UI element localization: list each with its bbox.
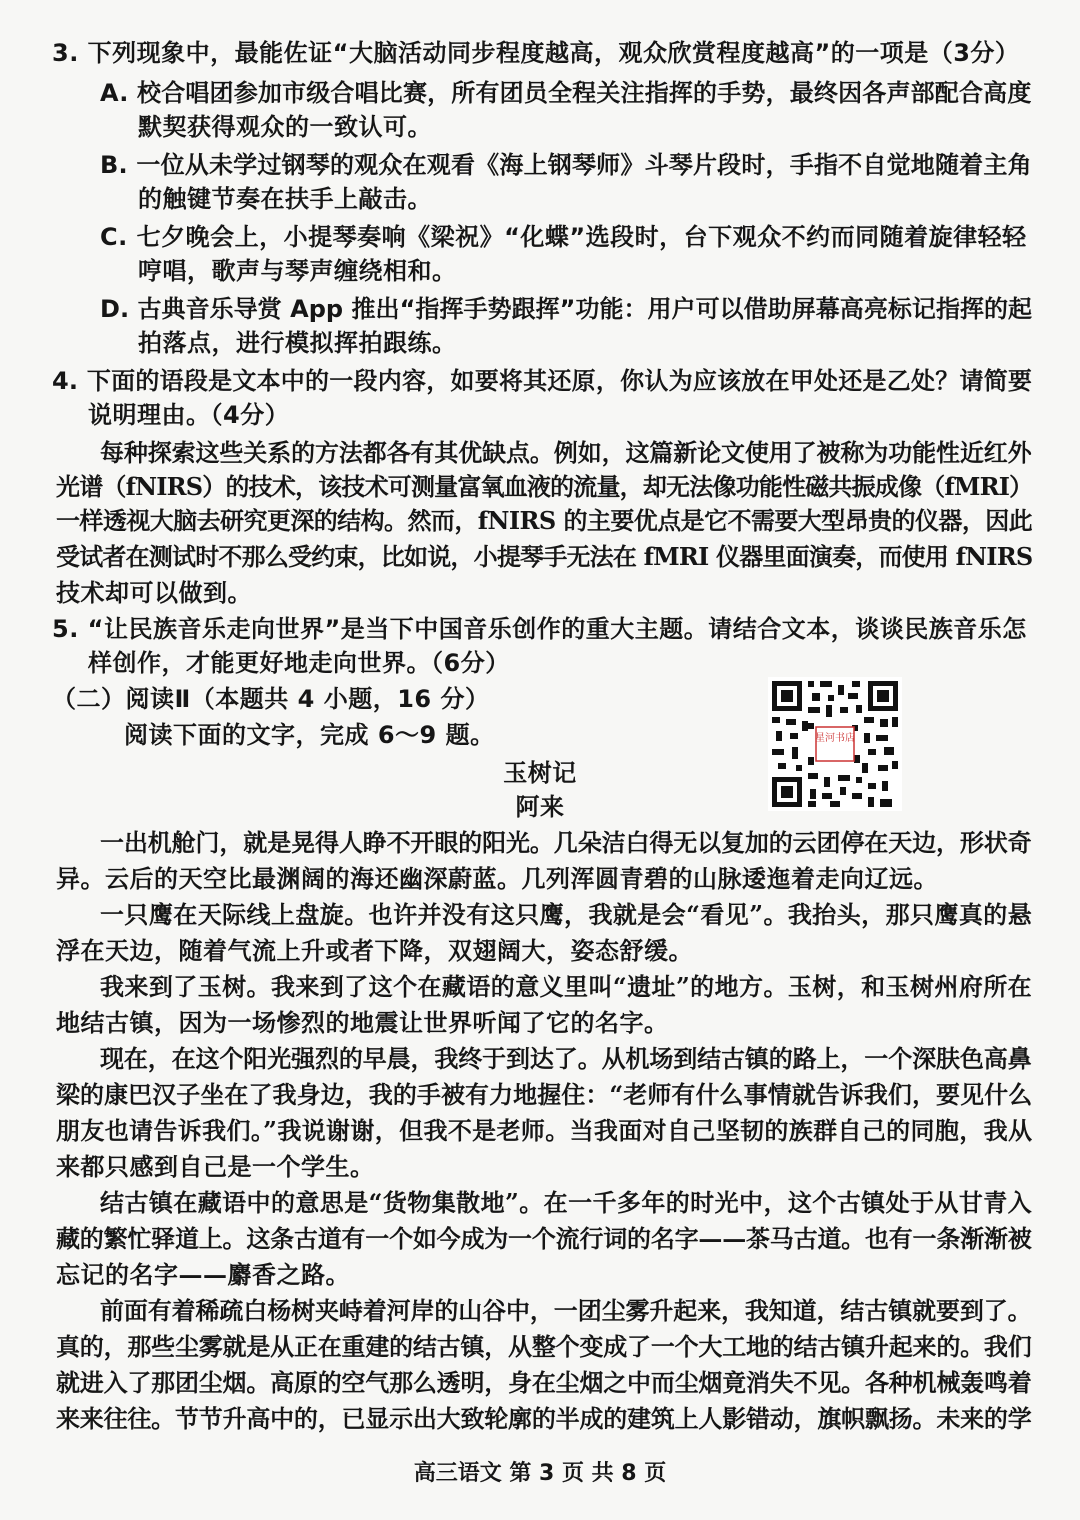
story-line: 就进入了那团尘烟。高原的空气那么透明，身在尘烟之中而尘烟竟消失不见。各种机械轰鸣着 — [56, 1368, 1032, 1397]
story-line: 来来往往。节节升高中的，已显示出大致轮廓的半成的建筑上人影错动，旗帜飘扬。未来的学 — [56, 1404, 1032, 1433]
q4-passage-line: 每种探索这些关系的方法都各有其优缺点。例如，这篇新论文使用了被称为功能性近红外 — [100, 438, 1032, 467]
q3-option-a-line2: 默契获得观众的一致认可。 — [138, 113, 432, 141]
q4-stem-line1: 4. 下面的语段是文本中的一段内容，如要将其还原，你认为应该放在甲处还是乙处？请简要 — [52, 367, 1033, 395]
story-line: 我来到了玉树。我来到了这个在藏语的意义里叫“遗址”的地方。玉树，和玉树州府所在 — [100, 972, 1033, 1001]
story-line: 真的，那些尘雾就是从正在重建的结古镇，从整个变成了一个大工地的结古镇升起来的。我们 — [56, 1332, 1032, 1361]
story-line: 结古镇在藏语中的意思是“货物集散地”。在一千多年的时光中，这个古镇处于从甘青入 — [100, 1188, 1033, 1217]
story-line: 前面有着稀疏白杨树夹峙着河岸的山谷中，一团尘雾升起来，我知道，结古镇就要到了。 — [100, 1296, 1032, 1325]
story-line: 地结古镇，因为一场惨烈的地震让世界听闻了它的名字。 — [56, 1008, 669, 1037]
q4-passage-line: 一样透视大脑去研究更深的结构。然而，fNIRS 的主要优点是它不需要大型昂贵的仪器，因此 — [56, 506, 1033, 535]
qr-center-label: 星河书店 — [815, 733, 855, 744]
story-line: 藏的繁忙驿道上。这条古道有一个如今成为一个流行词的名字——茶马古道。也有一条渐渐被 — [56, 1224, 1032, 1253]
q3-option-b-line1: B. 一位从未学过钢琴的观众在观看《海上钢琴师》斗琴片段时，手指不自觉地随着主角 — [100, 151, 1032, 179]
section-heading: （二）阅读Ⅱ（本题共 4 小题，16 分） — [52, 685, 490, 713]
story-line: 忘记的名字——麝香之路。 — [56, 1260, 350, 1289]
q4-passage-line: 光谱（fNIRS）的技术，该技术可测量富氧血液的流量，却无法像功能性磁共振成像（fMRI） — [56, 472, 1033, 501]
story-line: 一只鹰在天际线上盘旋。也许并没有这只鹰，我就是会“看见”。我抬头，那只鹰真的悬 — [100, 900, 1033, 929]
story-line: 朋友也请告诉我们。”我说谢谢，但我不是老师。当我面对自己坚韧的族群自己的同胞，我从 — [56, 1116, 1033, 1145]
story-line: 来都只感到自己是一个学生。 — [56, 1152, 375, 1181]
q3-option-b-line2: 的触键节奏在扶手上敲击。 — [138, 185, 432, 213]
section-instruction: 阅读下面的文字，完成 6～9 题。 — [124, 721, 495, 749]
q3-option-d-line2: 拍落点，进行模拟挥拍跟练。 — [138, 329, 457, 357]
q3-option-a-line1: A. 校合唱团参加市级合唱比赛，所有团员全程关注指挥的手势，最终因各声部配合高度 — [100, 79, 1032, 107]
q3-stem: 3. 下列现象中，最能佐证“大脑活动同步程度越高，观众欣赏程度越高”的一项是（3分） — [52, 39, 1020, 67]
q4-passage-line: 技术却可以做到。 — [56, 578, 252, 607]
q4-stem-line2: 说明理由。（4分） — [88, 401, 290, 429]
story-line: 异。云后的天空比最渊阔的海还幽深蔚蓝。几列浑圆青碧的山脉逶迤着走向辽远。 — [56, 864, 938, 893]
story-title: 玉树记 — [503, 759, 577, 787]
page-footer: 高三语文 第 3 页 共 8 页 — [413, 1461, 667, 1486]
q5-stem-line2: 样创作，才能更好地走向世界。（6分） — [88, 649, 510, 677]
q3-option-c-line2: 哼唱，歌声与琴声缠绕相和。 — [138, 257, 457, 285]
q5-stem-line1: 5. “让民族音乐走向世界”是当下中国音乐创作的重大主题。请结合文本，谈谈民族音乐怎 — [52, 615, 1027, 643]
story-line: 梁的康巴汉子坐在了我身边，我的手被有力地握住：“老师有什么事情就告诉我们，要见什么 — [56, 1080, 1033, 1109]
story-author: 阿来 — [515, 793, 565, 821]
q3-option-c-line1: C. 七夕晚会上，小提琴奏响《梁祝》“化蝶”选段时，台下观众不约而同随着旋律轻轻 — [100, 223, 1027, 251]
q4-passage-line: 受试者在测试时不那么受约束，比如说，小提琴手无法在 fMRI 仪器里面演奏，而使用 fNIRS — [56, 542, 1033, 571]
story-line: 浮在天边，随着气流上升或者下降，双翅阔大，姿态舒缓。 — [56, 936, 693, 965]
q3-option-d-line1: D. 古典音乐导赏 App 推出“指挥手势跟挥”功能：用户可以借助屏幕高亮标记指挥的起 — [100, 295, 1033, 323]
story-line: 一出机舱门，就是晃得人睁不开眼的阳光。几朵洁白得无以复加的云团停在天边，形状奇 — [100, 828, 1032, 857]
story-line: 现在，在这个阳光强烈的早晨，我终于到达了。从机场到结古镇的路上，一个深肤色高鼻 — [100, 1044, 1032, 1073]
